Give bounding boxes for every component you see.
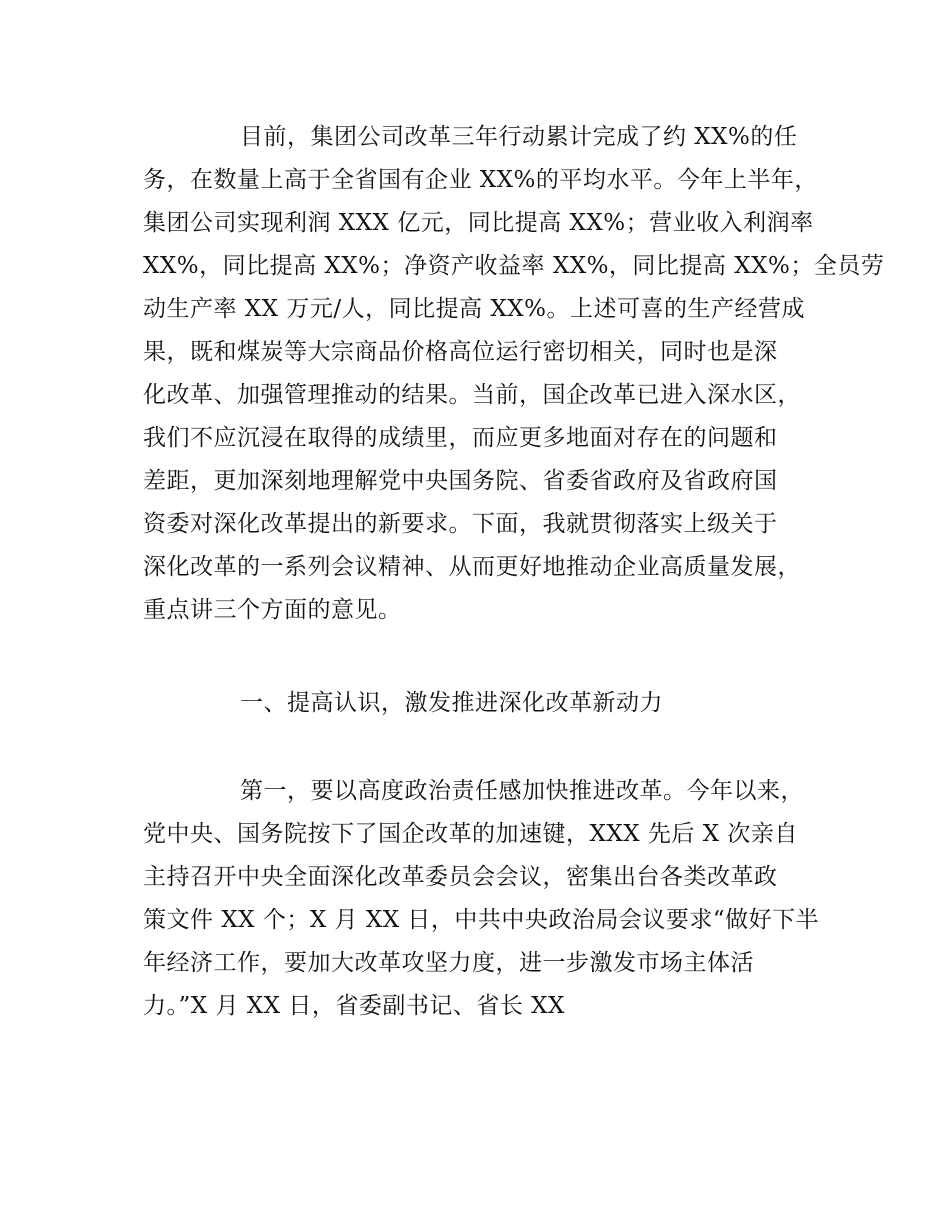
paragraph-1-line-10: 资委对深化改革提出的新要求。下面，我就贯彻落实上级关于 [143,511,778,537]
paragraph-1-line-9: 差距，更加深刻地理解党中央国务院、省委省政府及省政府国 [143,468,778,494]
paragraph-1-line-1: 目前，集团公司改革三年行动累计完成了约 XX%的任 [240,124,798,150]
paragraph-1-line-11: 深化改革的一系列会议精神、从而更好地推动企业高质量发展， [143,554,801,580]
paragraph-1-line-4: XX%，同比提高 XX%；净资产收益率 XX%，同比提高 XX%；全员劳 [143,253,885,279]
paragraph-1-line-12: 重点讲三个方面的意见。 [143,597,402,623]
paragraph-1-line-8: 我们不应沉浸在取得的成绩里，而应更多地面对存在的问题和 [143,425,778,451]
paragraph-2-line-6: 力。”X 月 XX 日，省委副书记、省长 XX [143,993,565,1019]
paragraph-2-line-2: 党中央、国务院按下了国企改革的加速键，XXX 先后 X 次亲自 [143,821,798,847]
paragraph-2-line-4: 策文件 XX 个；X 月 XX 日，中共中央政治局会议要求“做好下半 [143,907,820,933]
paragraph-1-line-6: 果，既和煤炭等大宗商品价格高位运行密切相关，同时也是深 [143,339,778,365]
paragraph-1-line-5: 动生产率 XX 万元/人，同比提高 XX%。上述可喜的生产经营成 [143,296,806,322]
paragraph-2-line-3: 主持召开中央全面深化改革委员会会议，密集出台各类改革政 [143,864,778,890]
paragraph-2-line-1: 第一，要以高度政治责任感加快推进改革。今年以来， [240,778,804,804]
paragraph-1-line-7: 化改革、加强管理推动的结果。当前，国企改革已进入深水区， [143,382,801,408]
paragraph-2-line-5: 年经济工作，要加大改革攻坚力度，进一步激发市场主体活 [143,950,754,976]
paragraph-1-line-2: 务，在数量上高于全省国有企业 XX%的平均水平。今年上半年， [143,167,818,193]
section-heading-1: 一、提高认识，激发推进深化改革新动力 [240,690,663,716]
paragraph-1-line-3: 集团公司实现利润 XXX 亿元，同比提高 XX%；营业收入利润率 [143,210,814,236]
